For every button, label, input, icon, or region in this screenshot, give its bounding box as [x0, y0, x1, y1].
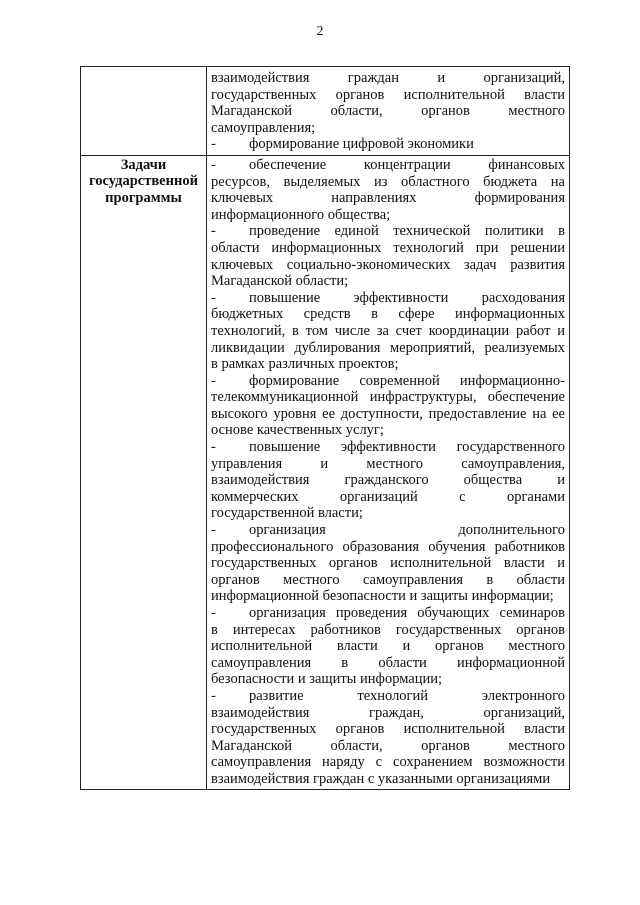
row-label-cell — [81, 67, 207, 156]
line-text: в интересах работников государственных органов — [211, 621, 565, 638]
line-text: организация дополнительного — [249, 522, 565, 539]
row-label-line: программы — [105, 189, 182, 206]
line-text: телекоммуникационной инфраструктуры, обеспечение — [211, 389, 565, 406]
page-number: 2 — [316, 24, 324, 39]
text-line — [211, 190, 565, 207]
text-line — [211, 622, 565, 639]
text-line — [211, 389, 565, 406]
line-text: проведение единой технической политики в — [249, 223, 565, 240]
line-text: высокого уровня ее доступности, предоставление на ее — [211, 405, 565, 422]
list-item — [211, 136, 565, 153]
row-label-line: государственной — [89, 173, 198, 190]
text-line — [211, 605, 565, 622]
line-text: управления и местного самоуправления, — [211, 455, 565, 472]
text-line — [211, 136, 565, 153]
line-text: исполнительной власти и органов местного — [211, 638, 565, 655]
line-text: взаимодействия гражданского общества и — [211, 472, 565, 489]
text-line — [211, 207, 565, 224]
list-item — [211, 70, 565, 136]
line-text: самоуправления в области информационной — [211, 654, 565, 671]
text-line — [211, 70, 565, 87]
line-text: органов местного самоуправления в области — [211, 571, 565, 588]
line-text: в рамках различных проектов; — [211, 356, 399, 373]
text-line — [211, 671, 565, 688]
line-text: формирование цифровой экономики — [249, 136, 474, 153]
list-dash: - — [211, 223, 216, 240]
list-item — [211, 373, 565, 439]
text-line — [211, 472, 565, 489]
list-dash: - — [211, 156, 216, 173]
text-line — [211, 721, 565, 738]
program-table — [80, 66, 570, 790]
line-text: организация проведения обучающих семинаров — [249, 605, 565, 621]
text-line — [211, 439, 565, 456]
line-text: Магаданской области, органов местного — [211, 737, 565, 754]
row-content-cell — [207, 67, 570, 156]
list-dash: - — [211, 522, 216, 539]
list-dash: - — [211, 136, 216, 153]
text-line — [211, 356, 565, 373]
text-line — [211, 103, 565, 120]
line-text: ключевых направлениях формирования — [211, 190, 565, 207]
line-text: государственных органов исполнительной власти и — [211, 555, 565, 572]
list-dash: - — [211, 605, 216, 621]
line-text: самоуправления; — [211, 119, 316, 136]
line-text: ресурсов, выделяемых из областного бюджета на — [211, 173, 565, 190]
text-line — [211, 555, 565, 572]
text-line — [211, 522, 565, 539]
line-text: взаимодействия граждан с указанными организациями — [211, 770, 551, 787]
line-text: Магаданской области, органов местного — [211, 103, 565, 120]
text-line — [211, 174, 565, 191]
line-text: основе качественных услуг; — [211, 422, 384, 439]
table-row — [81, 155, 570, 789]
text-line — [211, 771, 565, 788]
text-line — [211, 505, 565, 522]
table-body — [81, 67, 570, 790]
text-line — [211, 87, 565, 104]
text-line — [211, 422, 565, 439]
line-text: технологий, в том числе за счет координации работ и — [211, 322, 565, 339]
line-text: ликвидации дублирования мероприятий, реализуемых — [211, 339, 565, 356]
text-line — [211, 240, 565, 257]
list-item — [211, 688, 565, 788]
row-label-cell — [81, 155, 207, 789]
line-text: повышение эффективности государственного — [249, 439, 565, 456]
text-line — [211, 373, 565, 390]
line-text: взаимодействия граждан и организаций, — [211, 70, 565, 86]
text-line — [211, 588, 565, 605]
text-line — [211, 738, 565, 755]
line-text: области информационных технологий при решении — [211, 239, 565, 256]
line-text: коммерческих организаций с органами — [211, 488, 565, 505]
line-text: бюджетных средств в сфере информационных — [211, 306, 565, 323]
line-text: самоуправления наряду с сохранением возможности — [211, 754, 565, 771]
line-text: обеспечение концентрации финансовых — [249, 156, 565, 173]
text-line — [211, 340, 565, 357]
list-dash: - — [211, 372, 216, 389]
list-item — [211, 522, 565, 605]
line-text: формирование современной информационно- — [249, 372, 565, 389]
line-text: государственной власти; — [211, 505, 363, 522]
list-item — [211, 157, 565, 223]
line-text: Магаданской области; — [211, 273, 349, 290]
row-label-line: Задачи — [120, 156, 167, 173]
text-line — [211, 572, 565, 589]
text-line — [211, 705, 565, 722]
text-line — [211, 157, 565, 174]
row-content-cell — [207, 155, 570, 789]
text-line — [211, 406, 565, 423]
text-line — [211, 688, 565, 705]
text-line — [211, 273, 565, 290]
line-text: ключевых социально-экономических задач развития — [211, 256, 565, 273]
line-text: государственных органов исполнительной власти — [211, 721, 565, 738]
list-dash: - — [211, 687, 216, 704]
text-line — [211, 306, 565, 323]
text-line — [211, 257, 565, 274]
list-dash: - — [211, 289, 216, 306]
line-text: повышение эффективности расходования — [249, 289, 565, 306]
line-text: профессионального образования обучения работников — [211, 538, 565, 555]
text-line — [211, 223, 565, 240]
list-item — [211, 290, 565, 373]
text-line — [211, 120, 565, 137]
text-line — [211, 489, 565, 506]
line-text: взаимодействия граждан, организаций, — [211, 704, 565, 721]
line-text: государственных органов исполнительной власти — [211, 86, 565, 103]
line-text: безопасности и защиты информации; — [211, 671, 443, 688]
text-line — [211, 754, 565, 771]
text-line — [211, 638, 565, 655]
list-item — [211, 223, 565, 289]
list-dash: - — [211, 439, 216, 456]
list-item — [211, 605, 565, 688]
table-row — [81, 67, 570, 156]
line-text: информационного общества; — [211, 206, 391, 223]
text-line — [211, 539, 565, 556]
line-text: развитие технологий электронного — [249, 687, 565, 704]
text-line — [211, 323, 565, 340]
list-item — [211, 439, 565, 522]
line-text: информационной безопасности и защиты информации; — [211, 588, 554, 605]
text-line — [211, 456, 565, 473]
text-line — [211, 655, 565, 672]
text-line — [211, 290, 565, 307]
